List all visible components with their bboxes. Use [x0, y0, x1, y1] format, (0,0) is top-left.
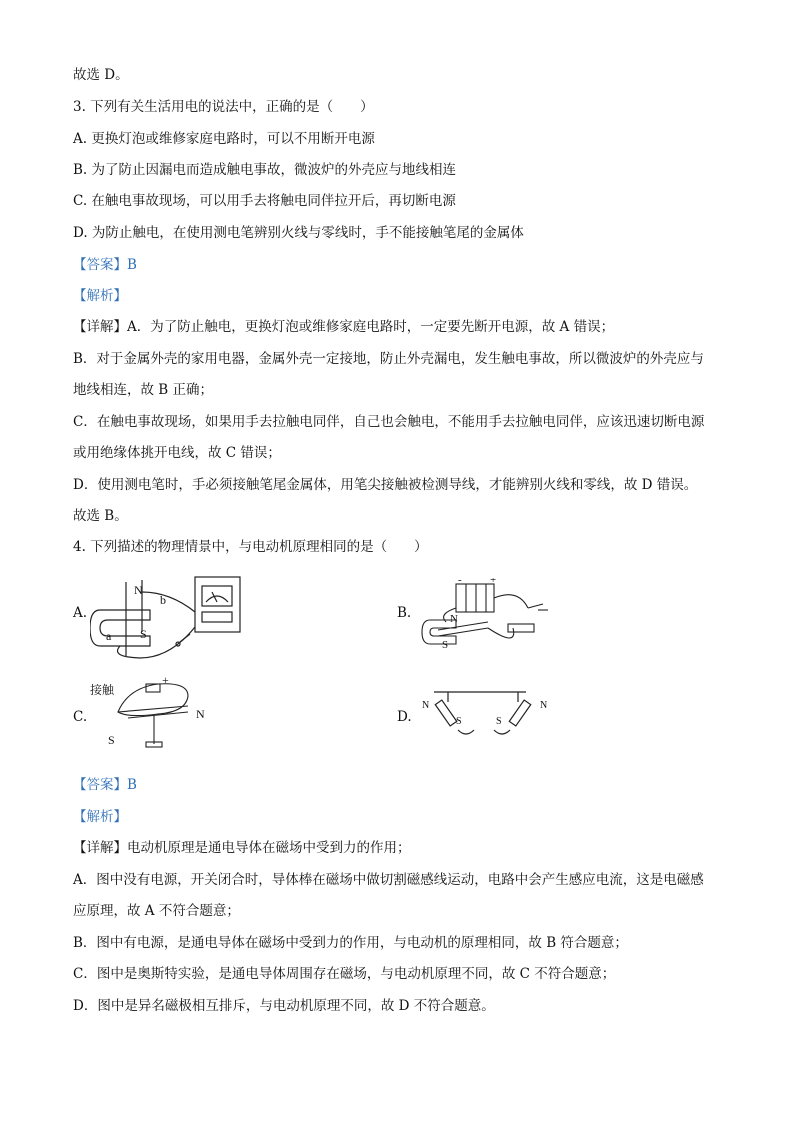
figure-b-text-minus: - [458, 578, 462, 586]
figure-b-text-s: S [442, 639, 449, 650]
figure-b-text-plus: + [490, 578, 497, 586]
q4-detail-line: C．图中是奥斯特实验，是通电导体周围存在磁场，与电动机原理不同，故 C 不符合题意； [73, 966, 616, 982]
q2-conclusion: 故选 D。 [73, 67, 129, 83]
q3-detail-line: D．使用测电笔时，手必须接触笔尾金属体，用笔尖接触被检测导线，才能辨别火线和零线，故 D 错误。 [73, 477, 698, 493]
figure-c-text-n: N [196, 707, 205, 721]
q3-conclusion: 故选 B。 [73, 508, 128, 524]
figure-d-text-n-left: N [422, 700, 430, 711]
figure-c-oersted-diagram [88, 672, 218, 754]
q3-detail-line: 或用绝缘体挑开电线，故 C 错误； [73, 445, 281, 461]
q4-detail-line: A．图中没有电源，开关闭合时，导体棒在磁场中做切割磁感线运动，电路中会产生感应电流，这是电磁感 [73, 872, 704, 888]
figure-d-text-s-left: S [456, 716, 462, 727]
q3-option-d: D. 为防止触电，在使用测电笔辨别火线与零线时，手不能接触笔尾的金属体 [73, 225, 524, 241]
figure-d-text-n-right: N [540, 700, 548, 711]
q3-detail-line: 地线相连，故 B 正确； [73, 382, 214, 398]
figure-a-text-b: b [160, 593, 166, 607]
figure-d-label: D. [397, 709, 412, 725]
figure-c-text-s: S [108, 733, 115, 747]
figure-d-text-s-right: S [496, 716, 502, 727]
q3-detail-line: C．在触电事故现场，如果用手去拉触电同伴，自己也会触电，不能用手去拉触电同伴，应该迅速切断电源 [73, 414, 705, 430]
figure-c-text-contact: 接触 [90, 683, 115, 697]
q4-detail-line: D．图中是异名磁极相互排斥，与电动机原理不同，故 D 不符合题意。 [73, 998, 495, 1014]
q3-stem: 3. 下列有关生活用电的说法中，正确的是（ ） [73, 99, 374, 115]
figure-b-label: B. [397, 605, 412, 621]
q3-option-b: B. 为了防止因漏电而造成触电事故，微波炉的外壳应与地线相连 [73, 162, 457, 178]
q4-detail-line: 应原理，故 A 不符合题意； [73, 903, 240, 919]
figure-c-text-plus: + [162, 673, 169, 687]
q3-option-a: A. 更换灯泡或维修家庭电路时，可以不用断开电源 [73, 131, 375, 147]
q4-detail-line: B．图中有电源，是通电导体在磁场中受到力的作用，与电动机的原理相同，故 B 符合题意； [73, 935, 628, 951]
figure-a-generator-diagram [90, 572, 260, 662]
q4-stem: 4. 下列描述的物理情景中，与电动机原理相同的是（ ） [73, 539, 428, 555]
figure-d-magnets-diagram [420, 686, 560, 742]
q3-detail-line: B．对于金属外壳的家用电器，金属外壳一定接地，防止外壳漏电，发生触电事故，所以微波炉的外壳应与 [73, 351, 704, 367]
figure-a-text-a: a [106, 629, 112, 643]
q4-detail-line: 【详解】电动机原理是通电导体在磁场中受到力的作用； [73, 840, 411, 856]
figure-a-text-s: S [140, 627, 147, 641]
figure-a-text-n: N [134, 583, 143, 597]
figure-b-motor-diagram [418, 578, 568, 650]
q3-analysis-heading: 【解析】 [73, 288, 127, 304]
q3-option-c: C. 在触电事故现场，可以用手去将触电同伴拉开后，再切断电源 [73, 193, 456, 209]
figure-a-label: A. [73, 605, 88, 621]
figure-c-label: C. [73, 709, 88, 725]
q4-answer: 【答案】B [73, 777, 137, 793]
q4-analysis-heading: 【解析】 [73, 809, 127, 825]
figure-b-text-n: N [450, 613, 458, 625]
q3-answer: 【答案】B [73, 257, 137, 273]
q3-detail-line: 【详解】A．为了防止触电，更换灯泡或维修家庭电路时，一定要先断开电源，故 A 错误； [73, 319, 615, 335]
